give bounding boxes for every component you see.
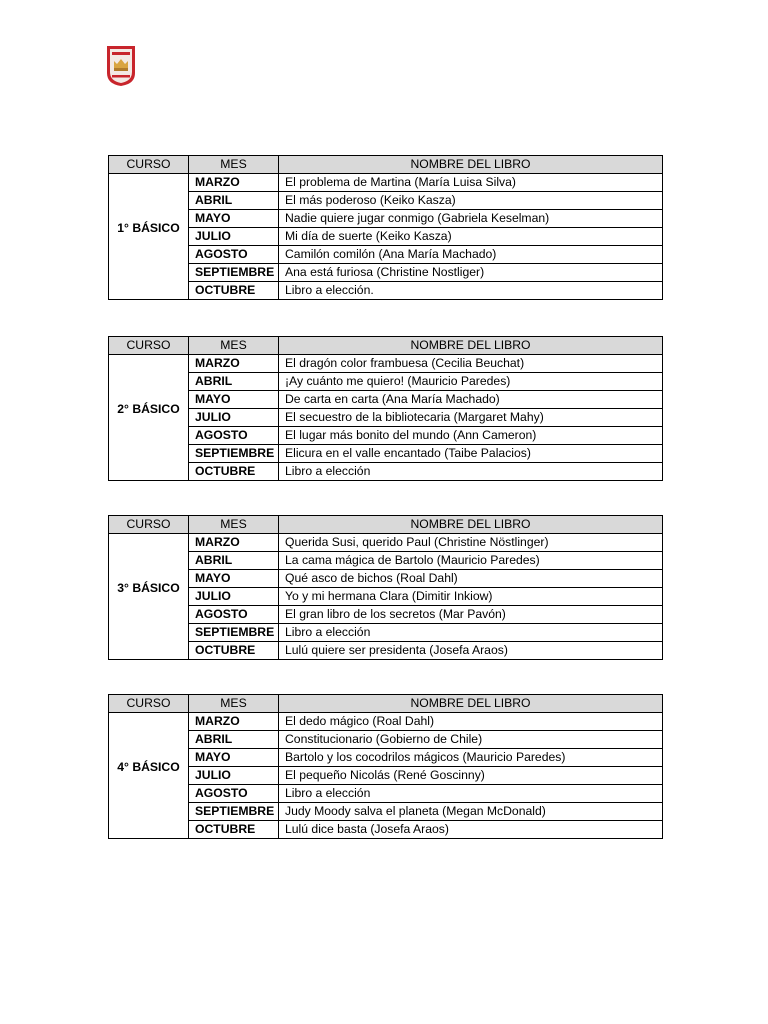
book-title-cell: El dragón color frambuesa (Cecilia Beuchat)	[279, 355, 663, 373]
month-cell: ABRIL	[189, 192, 279, 210]
table-row	[109, 713, 663, 731]
book-title-cell: Constitucionario (Gobierno de Chile)	[279, 731, 663, 749]
header-libro: NOMBRE DEL LIBRO	[279, 156, 663, 174]
curso-label: 3° BÁSICO	[117, 581, 180, 595]
reading-table	[108, 694, 663, 839]
month-cell: AGOSTO	[189, 785, 279, 803]
table-row	[109, 606, 663, 624]
month-cell: ABRIL	[189, 731, 279, 749]
header-libro: NOMBRE DEL LIBRO	[279, 695, 663, 713]
table-row	[109, 246, 663, 264]
month-cell: AGOSTO	[189, 427, 279, 445]
reading-table	[108, 515, 663, 660]
curso-label: 4° BÁSICO	[117, 760, 180, 774]
table-row	[109, 785, 663, 803]
table-row	[109, 264, 663, 282]
curso-cell	[109, 534, 189, 660]
book-title-cell: El secuestro de la bibliotecaria (Margaret Mahy)	[279, 409, 663, 427]
header-mes: MES	[189, 695, 279, 713]
table-row	[109, 192, 663, 210]
header-curso: CURSO	[109, 337, 189, 355]
curso-label: 1° BÁSICO	[117, 221, 180, 235]
header-libro: NOMBRE DEL LIBRO	[279, 337, 663, 355]
book-title-cell: Ana está furiosa (Christine Nostliger)	[279, 264, 663, 282]
table-row	[109, 174, 663, 192]
book-title-cell: Nadie quiere jugar conmigo (Gabriela Keselman)	[279, 210, 663, 228]
book-title-cell: El dedo mágico (Roal Dahl)	[279, 713, 663, 731]
month-cell: OCTUBRE	[189, 642, 279, 660]
book-title-cell: Querida Susi, querido Paul (Christine Nöstlinger)	[279, 534, 663, 552]
book-title-cell: Elicura en el valle encantado (Taibe Palacios)	[279, 445, 663, 463]
month-cell: ABRIL	[189, 552, 279, 570]
book-title-cell: El problema de Martina (María Luisa Silva)	[279, 174, 663, 192]
month-cell: OCTUBRE	[189, 821, 279, 839]
month-cell: SEPTIEMBRE	[189, 445, 279, 463]
book-title-cell: Libro a elección	[279, 624, 663, 642]
month-cell: MAYO	[189, 749, 279, 767]
month-cell: OCTUBRE	[189, 463, 279, 481]
table-header-row	[109, 695, 663, 713]
month-cell: JULIO	[189, 767, 279, 785]
table-row	[109, 624, 663, 642]
book-title-cell: ¡Ay cuánto me quiero! (Mauricio Paredes)	[279, 373, 663, 391]
table-row	[109, 749, 663, 767]
table-header-row	[109, 337, 663, 355]
month-cell: MARZO	[189, 174, 279, 192]
school-crest-icon	[106, 45, 136, 87]
month-cell: JULIO	[189, 409, 279, 427]
curso-cell	[109, 174, 189, 300]
table-row	[109, 534, 663, 552]
month-cell: AGOSTO	[189, 606, 279, 624]
reading-table	[108, 155, 663, 300]
month-cell: OCTUBRE	[189, 282, 279, 300]
table-row	[109, 588, 663, 606]
header-mes: MES	[189, 156, 279, 174]
month-cell: MAYO	[189, 210, 279, 228]
book-title-cell: Libro a elección	[279, 785, 663, 803]
table-row	[109, 731, 663, 749]
book-title-cell: El lugar más bonito del mundo (Ann Cameron)	[279, 427, 663, 445]
book-title-cell: El pequeño Nicolás (René Goscinny)	[279, 767, 663, 785]
month-cell: MARZO	[189, 713, 279, 731]
table-row	[109, 373, 663, 391]
month-cell: MARZO	[189, 355, 279, 373]
book-title-cell: Lulú dice basta (Josefa Araos)	[279, 821, 663, 839]
table-row	[109, 228, 663, 246]
table-header-row	[109, 516, 663, 534]
table-header-row	[109, 156, 663, 174]
book-title-cell: Libro a elección	[279, 463, 663, 481]
month-cell: JULIO	[189, 588, 279, 606]
table-row	[109, 391, 663, 409]
month-cell: AGOSTO	[189, 246, 279, 264]
book-title-cell: Camilón comilón (Ana María Machado)	[279, 246, 663, 264]
book-title-cell: Lulú quiere ser presidenta (Josefa Araos)	[279, 642, 663, 660]
table-row	[109, 803, 663, 821]
header-mes: MES	[189, 337, 279, 355]
month-cell: SEPTIEMBRE	[189, 624, 279, 642]
month-cell: MAYO	[189, 570, 279, 588]
book-title-cell: Mi día de suerte (Keiko Kasza)	[279, 228, 663, 246]
book-title-cell: El gran libro de los secretos (Mar Pavón)	[279, 606, 663, 624]
table-row	[109, 355, 663, 373]
table-row	[109, 642, 663, 660]
book-title-cell: La cama mágica de Bartolo (Mauricio Paredes)	[279, 552, 663, 570]
table-row	[109, 767, 663, 785]
table-row	[109, 463, 663, 481]
table-row	[109, 445, 663, 463]
month-cell: JULIO	[189, 228, 279, 246]
book-title-cell: El más poderoso (Keiko Kasza)	[279, 192, 663, 210]
month-cell: ABRIL	[189, 373, 279, 391]
table-row	[109, 409, 663, 427]
book-title-cell: Bartolo y los cocodrilos mágicos (Mauricio Paredes)	[279, 749, 663, 767]
book-title-cell: De carta en carta (Ana María Machado)	[279, 391, 663, 409]
reading-table	[108, 336, 663, 481]
table-row	[109, 282, 663, 300]
month-cell: MARZO	[189, 534, 279, 552]
table-row	[109, 821, 663, 839]
book-title-cell: Qué asco de bichos (Roal Dahl)	[279, 570, 663, 588]
month-cell: SEPTIEMBRE	[189, 803, 279, 821]
month-cell: MAYO	[189, 391, 279, 409]
book-title-cell: Yo y mi hermana Clara (Dimitir Inkiow)	[279, 588, 663, 606]
header-curso: CURSO	[109, 156, 189, 174]
month-cell: SEPTIEMBRE	[189, 264, 279, 282]
curso-label: 2° BÁSICO	[117, 402, 180, 416]
header-curso: CURSO	[109, 516, 189, 534]
book-title-cell: Judy Moody salva el planeta (Megan McDonald)	[279, 803, 663, 821]
table-row	[109, 210, 663, 228]
curso-cell	[109, 355, 189, 481]
table-row	[109, 570, 663, 588]
header-libro: NOMBRE DEL LIBRO	[279, 516, 663, 534]
header-curso: CURSO	[109, 695, 189, 713]
header-mes: MES	[189, 516, 279, 534]
table-row	[109, 427, 663, 445]
curso-cell	[109, 713, 189, 839]
table-row	[109, 552, 663, 570]
book-title-cell: Libro a elección.	[279, 282, 663, 300]
